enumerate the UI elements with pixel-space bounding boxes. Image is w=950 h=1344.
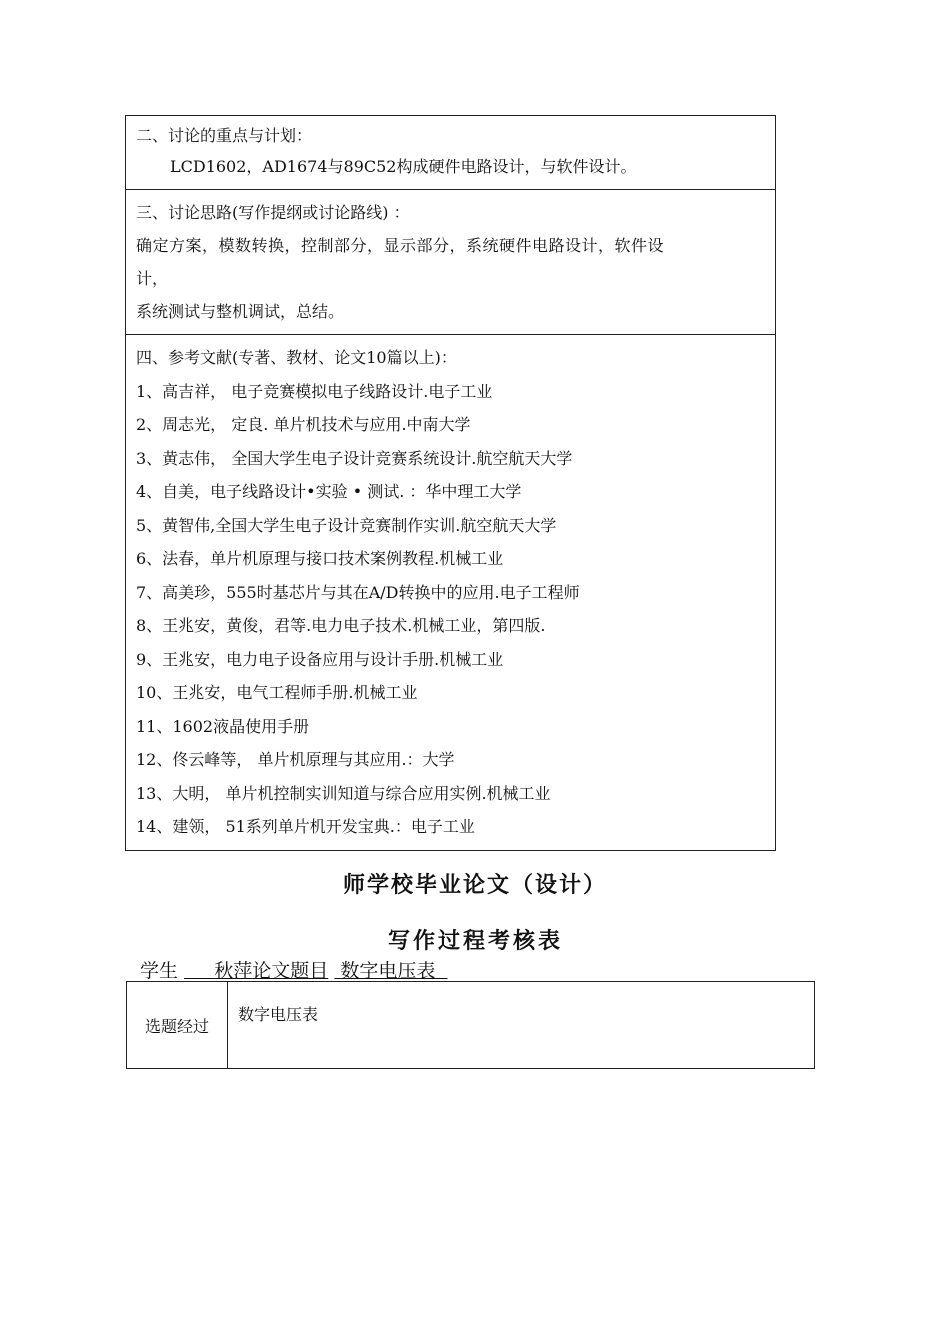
document-subtitle: 写作过程考核表 (388, 928, 564, 954)
topic-value: 数字电压表 (340, 960, 436, 982)
reference-item: 8、王兆安，黄俊，君等.电力电子技术.机械工业，第四版. (136, 616, 546, 635)
section-heading: 二、讨论的重点与计划： (136, 126, 313, 145)
reference-item: 3、黄志伟， 全国大学生电子设计竞赛系统设计.航空航天大学 (136, 448, 573, 468)
reference-item: 2、周志光， 定良. 单片机技术与应用.中南大学 (136, 415, 471, 434)
section-heading: 三、讨论思路(写作提纲或讨论路线) ： (136, 203, 410, 222)
reference-item: 9、王兆安，电力电子设备应用与设计手册.机械工业 (136, 649, 504, 669)
topic-selection-value: 数字电压表 (238, 1005, 319, 1024)
topic-label: 论文题目 (252, 960, 329, 982)
reference-item: 13、大明， 单片机控制实训知道与综合应用实例.机械工业 (136, 783, 551, 803)
reference-item: 12、佟云峰等， 单片机原理与其应用.：大学 (136, 750, 455, 769)
topic-selection-label: 选题经过 (127, 982, 228, 1068)
section-focus-plan (126, 116, 775, 190)
section-heading: 四、参考文献(专著、教材、论文10篇以上)： (136, 348, 457, 367)
reference-item: 5、黄智伟,全国大学生电子设计竞赛制作实训.航空航天大学 (136, 515, 557, 535)
section-research-outline (126, 190, 775, 335)
document-title: 师学校毕业论文（设计） (342, 872, 607, 898)
reference-item: 4、自美，电子线路设计•实验 • 测试. ：华中理工大学 (136, 482, 522, 501)
student-label: 学生 (140, 960, 179, 982)
reference-item: 14、建领， 51系列单片机开发宝典.：电子工业 (136, 817, 475, 836)
outline-line: 确定方案，模数转换，控制部分，显示部分，系统硬件电路设计，软件设 (136, 236, 665, 255)
section-text: LCD1602，AD1674与89C52构成硬件电路设计，与软件设计。 (170, 157, 637, 176)
reference-item: 6、法春，单片机原理与接口技术案例教程.机械工业 (136, 549, 504, 568)
plan-table (125, 115, 776, 851)
reference-item: 1、高吉祥， 电子竞赛模拟电子线路设计.电子工业 (136, 381, 493, 401)
section-references (126, 335, 775, 850)
reference-item: 11、1602液晶使用手册 (136, 716, 310, 736)
outline-line: 系统测试与整机调试，总结。 (136, 302, 345, 321)
student-name: 秋萍 (214, 960, 253, 982)
outline-line: 计， (136, 269, 169, 288)
student-info-line (140, 956, 448, 983)
reference-item: 10、王兆安，电气工程师手册.机械工业 (136, 683, 418, 702)
reference-item: 7、高美珍，555时基芯片与其在A/D转换中的应用.电子工程师 (136, 582, 580, 602)
assessment-table (126, 981, 815, 1069)
